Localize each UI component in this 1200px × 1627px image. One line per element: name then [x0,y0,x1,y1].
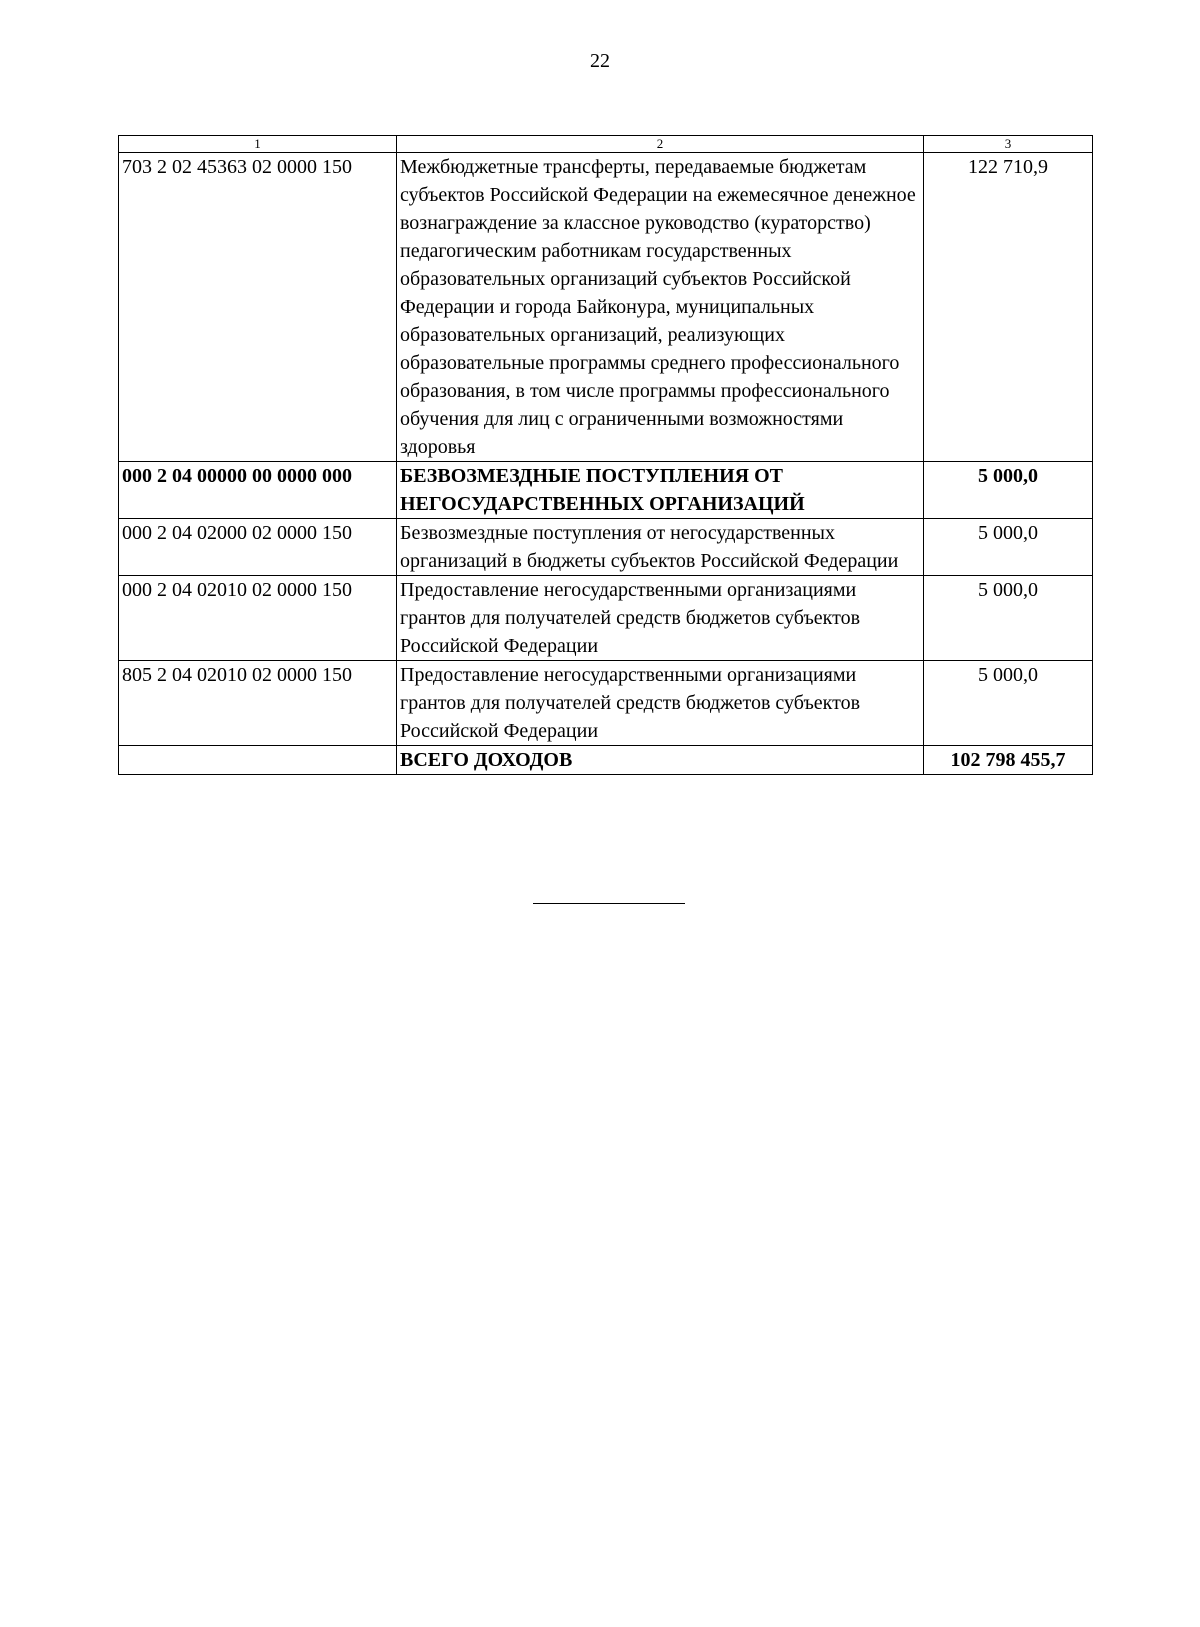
page-number: 22 [590,50,610,72]
total-code [119,746,397,775]
end-divider [533,903,685,904]
row-amount: 5 000,0 [924,576,1093,661]
table-row [119,576,1093,661]
table-row [119,153,1093,462]
table-row [119,462,1093,519]
row-code: 000 2 04 00000 00 0000 000 [119,462,397,519]
row-name: Безвозмездные поступления от негосударственных организаций в бюджеты субъектов Российской Федерации [397,519,924,576]
column-header-name: 2 [397,136,924,153]
row-code: 000 2 04 02000 02 0000 150 [119,519,397,576]
row-name: БЕЗВОЗМЕЗДНЫЕ ПОСТУПЛЕНИЯ ОТ НЕГОСУДАРСТВЕННЫХ ОРГАНИЗАЦИЙ [397,462,924,519]
total-amount: 102 798 455,7 [924,746,1093,775]
row-name: Предоставление негосударственными организациями грантов для получателей средств бюджетов субъектов Российской Федерации [397,661,924,746]
revenue-table [118,135,1093,775]
total-row [119,746,1093,775]
table-header-row [119,136,1093,153]
column-header-code: 1 [119,136,397,153]
table-row [119,661,1093,746]
row-code: 000 2 04 02010 02 0000 150 [119,576,397,661]
table-row [119,519,1093,576]
row-amount: 5 000,0 [924,462,1093,519]
row-code: 805 2 04 02010 02 0000 150 [119,661,397,746]
row-code: 703 2 02 45363 02 0000 150 [119,153,397,462]
column-header-amount: 3 [924,136,1093,153]
row-name: Межбюджетные трансферты, передаваемые бюджетам субъектов Российской Федерации на ежемесячное денежное вознаграждение за классное руководство (кураторство) педагогическим работникам государственных образовательных организаций субъектов Российской Федерации и города Байконура, муниципальных образовательных организаций, реализующих образовательные программы среднего профессионального образования, в том числе программы профессионального обучения для лиц с ограниченными возможностями здоровья [397,153,924,462]
row-amount: 5 000,0 [924,519,1093,576]
row-name: Предоставление негосударственными организациями грантов для получателей средств бюджетов субъектов Российской Федерации [397,576,924,661]
total-label: ВСЕГО ДОХОДОВ [397,746,924,775]
row-amount: 5 000,0 [924,661,1093,746]
row-amount: 122 710,9 [924,153,1093,462]
